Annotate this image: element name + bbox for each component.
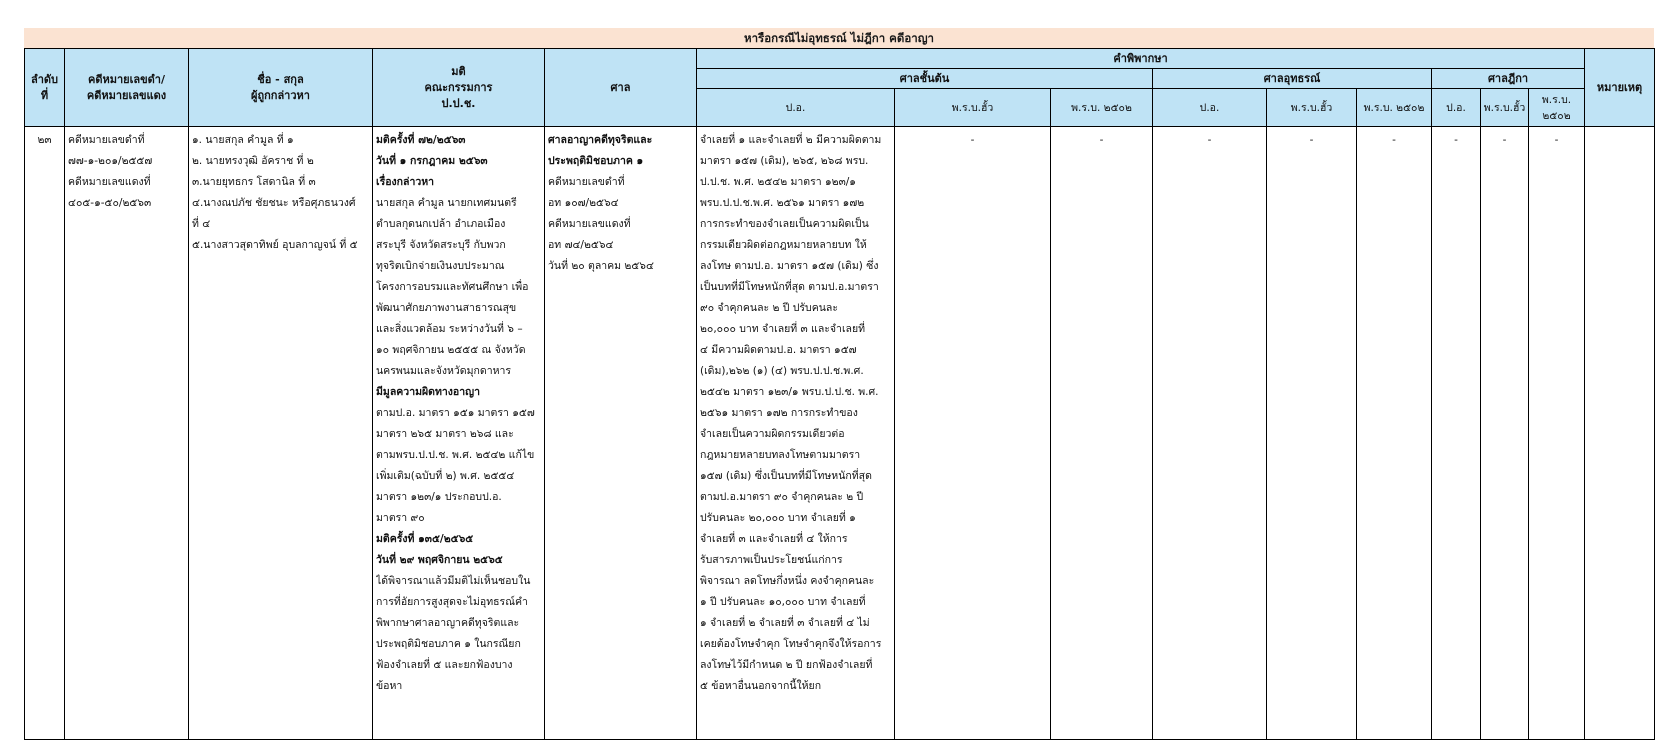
text-line: ๕ ข้อหาอื่นนอกจากนี้ให้ยก [700, 680, 822, 692]
cell-first-prb-2502 [1051, 127, 1153, 740]
header-name-line-1: ชื่อ - สกุล [257, 72, 304, 86]
text-line: การกระทำของจำเลยเป็นความผิดเป็น [700, 218, 869, 230]
text-line: มาตรา ๒๖๕ มาตรา ๒๖๘ และ [376, 428, 514, 440]
cell-supreme-prb-2502 [1529, 127, 1585, 740]
text-line: มาตรา ๙๐ [376, 512, 425, 524]
text-line: ๑๕๗ (เดิม) ซึ่งเป็นบทที่มีโทษหนักที่สุด [700, 470, 872, 482]
cell-first-prb-haa [895, 127, 1051, 740]
header-supreme-court: ศาลฎีกา [1432, 69, 1585, 89]
header-resolution-line-3: ป.ป.ช. [441, 96, 476, 110]
text-line: เพิ่มเติม(ฉบับที่ ๒) พ.ศ. ๒๕๕๔ [376, 470, 515, 482]
text-line: พิพากษาศาลอาญาคดีทุจริตและ [376, 617, 520, 629]
cell-first-po [697, 127, 895, 740]
text-line: จำเลยที่ ๓ และจำเลยที่ ๔ ให้การ [700, 533, 848, 545]
empty-dash: - [1309, 134, 1314, 146]
empty-dash: - [1099, 134, 1104, 146]
text-line: ประพฤติมิชอบภาค ๑ [548, 155, 644, 167]
text-line: วันที่ ๒๙ พฤศจิกายน ๒๕๖๕ [376, 554, 503, 566]
text-line: เป็นบทที่มีโทษหนักที่สุด ตามป.อ.มาตรา [700, 281, 879, 293]
text-line: คดีหมายเลขแดงที่ [68, 176, 151, 188]
text-line: จำเลยที่ ๑ และจำเลยที่ ๒ มีความผิดตาม [700, 134, 882, 146]
text-line: เรื่องกล่าวหา [376, 176, 435, 188]
text-line: ตามป.อ. มาตรา ๑๕๑ มาตรา ๑๕๗ [376, 407, 535, 419]
header-supreme-po: ป.อ. [1432, 89, 1481, 127]
text-line: ศาลอาญาคดีทุจริตและ [548, 134, 653, 146]
header-case-no-line-1: คดีหมายเลขดำ/ [88, 72, 165, 86]
text-line: ๑ จำเลยที่ ๒ จำเลยที่ ๓ จำเลยที่ ๔ ไม่ [700, 617, 870, 629]
header-appeal-po: ป.อ. [1153, 89, 1267, 127]
cell-case-no [65, 127, 189, 740]
header-first-prb-haa: พ.ร.บ.ฮั้ว [895, 89, 1051, 127]
table-row [25, 127, 1655, 740]
cell-appeal-prb-2502 [1357, 127, 1432, 740]
header-appeal-prb-2502: พ.ร.บ. ๒๕๐๒ [1357, 89, 1432, 127]
text-line: ตามพรบ.ป.ป.ช. พ.ศ. ๒๕๔๒ แก้ไข [376, 449, 535, 461]
text-line: ๓.นายยุทธกร โสดานิล ที่ ๓ [192, 176, 316, 188]
text-line: ประพฤติมิชอบภาค ๑ ในกรณียก [376, 638, 521, 650]
empty-dash: - [970, 134, 975, 146]
text-line: ได้พิจารณาแล้วมีมติไม่เห็นชอบใน [376, 575, 531, 587]
text-line: ๒๕๔๒ มาตรา ๑๒๓/๑ พรบ.ป.ป.ช. พ.ศ. [700, 386, 879, 398]
text-line: ตำบลกุดนกเปล้า อำเภอเมือง [376, 218, 506, 230]
remark-text [1585, 127, 1654, 130]
text-line: โครงการอบรมและทัศนศึกษา เพื่อ [376, 281, 529, 293]
text-line: (เดิม),๒๖๒ (๑) (๔) พรบ.ป.ป.ช.พ.ศ. [700, 365, 864, 377]
header-supreme-prb-2502-line-2: ๒๕๐๒ [1542, 109, 1571, 122]
accused-lines [189, 127, 372, 256]
text-line: พรบ.ป.ป.ช.พ.ศ. ๒๕๖๑ มาตรา ๑๗๒ [700, 197, 865, 209]
cell-supreme-prb-haa [1481, 127, 1529, 740]
sheet-title: หารือกรณีไม่อุทธรณ์ ไม่ฎีกา คดีอาญา [24, 28, 1654, 48]
header-no [25, 49, 65, 127]
header-resolution [373, 49, 545, 127]
header-case-no-line-2: คดีหมายเลขแดง [86, 88, 167, 102]
header-case-no [65, 49, 189, 127]
header-first-po: ป.อ. [697, 89, 895, 127]
text-line: สระบุรี จังหวัดสระบุรี กับพวก [376, 239, 506, 251]
text-line: ลงโทษ ตามป.อ. มาตรา ๑๕๗ (เดิม) ซึ่ง [700, 260, 879, 272]
header-court: ศาล [545, 49, 697, 127]
text-line: มาตรา ๑๕๗ (เดิม), ๒๖๕, ๒๖๘ พรบ. [700, 155, 869, 167]
text-line: กฎหมายหลายบทลงโทษตามมาตรา [700, 449, 861, 461]
text-line: ๑ ปี ปรับคนละ ๑๐,๐๐๐ บาท จำเลยที่ [700, 596, 866, 608]
cell-no [25, 127, 65, 740]
header-first-prb-2502: พ.ร.บ. ๒๕๐๒ [1051, 89, 1153, 127]
empty-dash: - [1392, 134, 1396, 146]
text-line: นายสกุล คำมูล นายกเทศมนตรี [376, 197, 517, 209]
text-line: ป.ป.ช. พ.ศ. ๒๕๔๒ มาตรา ๑๒๓/๑ [700, 176, 856, 188]
text-line: ๑๐ พฤศจิกายน ๒๕๕๕ ณ จังหวัด [376, 344, 526, 356]
header-remark: หมายเหตุ [1585, 49, 1655, 127]
empty-dash: - [1207, 134, 1212, 146]
header-resolution-line-1: มติ [451, 64, 466, 78]
text-line: ๒๕๖๑ มาตรา ๑๗๒ การกระทำของ [700, 407, 858, 419]
empty-dash: - [1554, 134, 1559, 146]
text-line: วันที่ ๒๐ ตุลาคม ๒๕๖๔ [548, 260, 654, 272]
text-line: ๒๐,๐๐๐ บาท จำเลยที่ ๓ และจำเลยที่ [700, 323, 866, 335]
header-name-line-2: ผู้ถูกกล่าวหา [251, 88, 310, 102]
text-line: ๑. นายสกุล คำมูล ที่ ๑ [192, 134, 294, 146]
court-lines [545, 127, 696, 277]
empty-dash: - [1502, 134, 1507, 146]
text-line: กรรมเดียวผิดต่อกฎหมายหลายบท ให้ [700, 239, 867, 251]
text-line: มติครั้งที่ ๑๓๕/๒๕๖๕ [376, 533, 474, 545]
header-appeal-prb-haa: พ.ร.บ.ฮั้ว [1267, 89, 1357, 127]
text-line: ๒. นายทรงวุฒิ อัคราช ที่ ๒ [192, 155, 314, 167]
text-line: จำเลยเป็นความผิดกรรมเดียวต่อ [700, 428, 845, 440]
text-line: ปรับคนละ ๒๐,๐๐๐ บาท จำเลยที่ ๑ [700, 512, 856, 524]
text-line: การที่อัยการสูงสุดจะไม่อุทธรณ์คำ [376, 596, 528, 608]
text-line: ลงโทษไว้มีกำหนด ๒ ปี ยกฟ้องจำเลยที่ [700, 659, 873, 671]
cell-resolution [373, 127, 545, 740]
header-no-line-2: ที่ [40, 88, 49, 102]
text-line: เคยต้องโทษจำคุก โทษจำคุกจึงให้รอการ [700, 638, 882, 650]
cell-appeal-prb-haa [1267, 127, 1357, 740]
text-line: ๔ มีความผิดตามป.อ. มาตรา ๑๕๗ [700, 344, 857, 356]
text-line: คดีหมายเลขดำที่ [68, 134, 145, 146]
text-line: อท ๑๐๗/๒๕๖๔ [548, 197, 619, 209]
cell-appeal-po [1153, 127, 1267, 740]
header-name [189, 49, 373, 127]
header-no-line-1: ลำดับ [30, 72, 59, 86]
text-line: พิจารณา ลดโทษกึ่งหนึ่ง คงจำคุกคนละ [700, 575, 875, 587]
header-supreme-prb-haa: พ.ร.บ.ฮั้ว [1481, 89, 1529, 127]
text-line: อท ๗๔/๒๕๖๔ [548, 239, 614, 251]
text-line: รับสารภาพเป็นประโยชน์แก่การ [700, 554, 843, 566]
resolution-lines [373, 127, 544, 697]
header-first-court: ศาลชั้นต้น [697, 69, 1153, 89]
text-line: ตามป.อ.มาตรา ๙๐ จำคุกคนละ ๒ ปี [700, 491, 864, 503]
text-line: คดีหมายเลขดำที่ [548, 176, 625, 188]
text-line: มาตรา ๑๒๓/๑ ประกอบป.อ. [376, 491, 502, 503]
text-line: ทุจริตเบิกจ่ายเงินงบประมาณ [376, 260, 505, 272]
text-line: ๔๐๕-๑-๕๐/๒๕๖๓ [68, 197, 152, 209]
header-appeal-court: ศาลอุทธรณ์ [1153, 69, 1432, 89]
text-line: ๕.นางสาวสุดาทิพย์ อุบลกาญจน์ ที่ ๕ [192, 239, 358, 251]
first-court-judgment-lines [697, 127, 894, 697]
cell-court [545, 127, 697, 740]
cell-accused [189, 127, 373, 740]
text-line: มีมูลความผิดทางอาญา [376, 386, 480, 398]
text-line: ๗๗-๑-๒๐๑/๒๕๕๗ [68, 155, 153, 167]
header-supreme-prb-2502-line-1: พ.ร.บ. [1541, 93, 1572, 106]
empty-dash: - [1454, 134, 1458, 146]
text-line: ๙๐ จำคุกคนละ ๒ ปี ปรับคนละ [700, 302, 838, 314]
case-table [24, 48, 1655, 740]
text-line: มติครั้งที่ ๗๒/๒๕๖๓ [376, 134, 466, 146]
text-line: ข้อหา [376, 680, 403, 692]
text-line: นครพนมและจังหวัดมุกดาหาร [376, 365, 512, 377]
text-line: ที่ ๔ [192, 218, 211, 230]
header-supreme-prb-2502 [1529, 89, 1585, 127]
cell-supreme-po [1432, 127, 1481, 740]
text-line: พัฒนาศักยภาพงานสาธารณสุข [376, 302, 517, 314]
cell-remark [1585, 127, 1655, 740]
header-resolution-line-2: คณะกรรมการ [424, 80, 493, 94]
row-number: ๒๓ [37, 134, 52, 146]
case-no-lines [65, 127, 188, 214]
header-judgment: คำพิพากษา [697, 49, 1585, 69]
text-line: ฟ้องจำเลยที่ ๕ และยกฟ้องบาง [376, 659, 513, 671]
text-line: ๔.นางณปภัช ชัยชนะ หรือศุภธนวงศ์ [192, 197, 356, 209]
text-line: และสิ่งแวดล้อม ระหว่างวันที่ ๖ – [376, 323, 523, 335]
text-line: คดีหมายเลขแดงที่ [548, 218, 631, 230]
text-line: วันที่ ๑ กรกฎาคม ๒๕๖๓ [376, 155, 488, 167]
